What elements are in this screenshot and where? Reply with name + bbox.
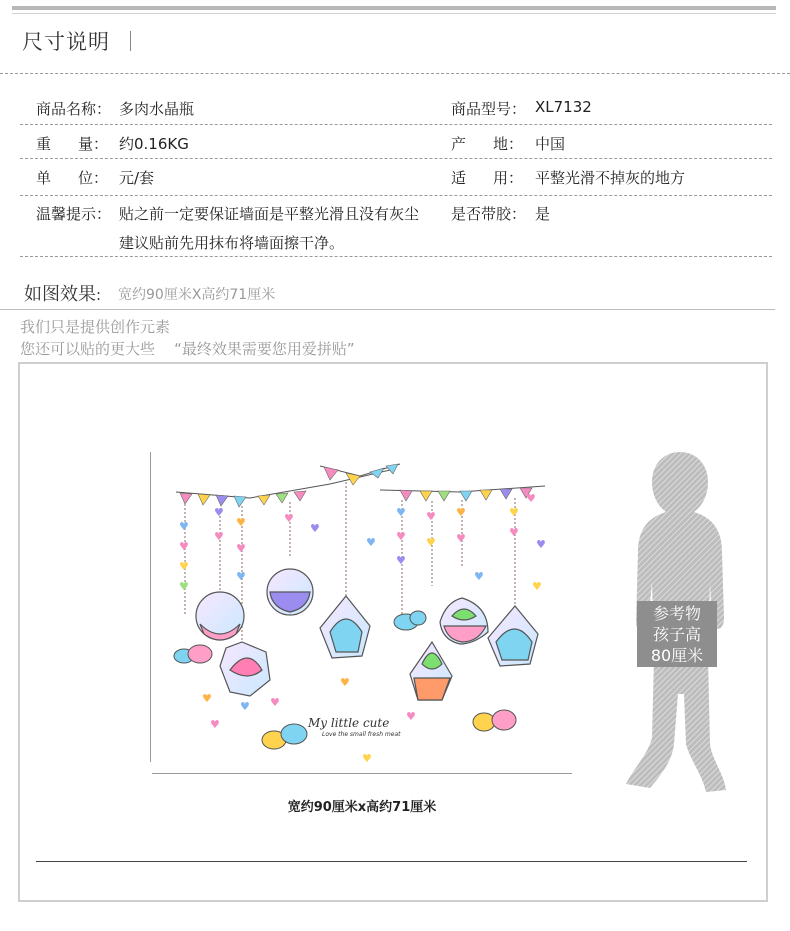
name-value: 多肉水晶瓶 — [119, 100, 195, 118]
svg-text:♥: ♥ — [236, 542, 246, 555]
height-guide-line — [150, 452, 151, 762]
reference-label-box — [637, 601, 717, 667]
svg-text:♥: ♥ — [202, 692, 212, 705]
svg-text:♥: ♥ — [214, 530, 224, 543]
svg-text:♥: ♥ — [179, 520, 189, 533]
svg-text:♥: ♥ — [214, 506, 224, 519]
note-line-1: 我们只是提供创作元素 — [20, 318, 171, 336]
size-caption: 宽约90厘米x高约71厘米 — [287, 800, 437, 815]
tip-label: 温馨提示： — [36, 205, 112, 223]
svg-text:♥: ♥ — [179, 580, 189, 593]
reference-line-3: 80厘米 — [650, 646, 704, 665]
spec-row-tip — [20, 203, 772, 251]
svg-text:♥: ♥ — [509, 526, 519, 539]
origin-label: 产 地： — [451, 135, 523, 153]
width-guide-line — [152, 773, 572, 774]
effect-subtitle: 宽约90厘米X高约71厘米 — [118, 287, 276, 303]
note-line-2: 您还可以贴的更大些 “最终效果需要您用爱拼贴” — [20, 340, 355, 358]
row-divider — [20, 195, 772, 196]
svg-text:♥: ♥ — [240, 700, 250, 713]
glue-value: 是 — [535, 205, 551, 223]
apply-value: 平整光滑不掉灰的地方 — [535, 169, 686, 187]
model-label: 商品型号： — [451, 100, 527, 118]
title-separator — [130, 31, 131, 51]
svg-text:♥: ♥ — [179, 540, 189, 553]
artwork-title: My little cute — [308, 716, 390, 730]
unit-label: 单 位： — [36, 169, 108, 187]
reference-line-2: 孩子高 — [652, 625, 701, 644]
apply-label: 适 用： — [451, 169, 523, 187]
bottom-divider — [36, 861, 747, 862]
svg-text:♥: ♥ — [396, 506, 406, 519]
artwork-subtitle: Love the small fresh meat — [322, 731, 401, 738]
top-divider — [12, 6, 776, 14]
name-label: 商品名称： — [36, 100, 112, 118]
svg-text:♥: ♥ — [210, 718, 220, 731]
row-divider — [20, 124, 772, 125]
svg-text:♥: ♥ — [532, 580, 542, 593]
glass-terrarium-icon — [196, 569, 538, 700]
svg-text:♥: ♥ — [474, 570, 484, 583]
row-divider — [20, 256, 772, 257]
svg-text:♥: ♥ — [456, 506, 466, 519]
svg-text:♥: ♥ — [236, 516, 246, 529]
svg-text:♥: ♥ — [426, 536, 436, 549]
svg-text:♥: ♥ — [366, 536, 376, 549]
svg-text:♥: ♥ — [406, 710, 416, 723]
origin-value: 中国 — [535, 135, 566, 153]
svg-text:♥: ♥ — [396, 554, 406, 567]
svg-text:♥: ♥ — [236, 570, 246, 583]
terrarium-sticker-artwork — [170, 456, 560, 768]
weight-label: 重 量： — [36, 135, 108, 153]
glue-label: 是否带胶： — [451, 205, 527, 223]
title-divider — [0, 73, 790, 74]
svg-text:♥: ♥ — [526, 492, 536, 505]
row-divider — [20, 158, 772, 159]
svg-text:♥: ♥ — [536, 538, 546, 551]
section-title: 尺寸说明 — [22, 30, 110, 54]
svg-text:♥: ♥ — [340, 676, 350, 689]
effect-divider — [0, 309, 775, 310]
svg-text:♥: ♥ — [509, 506, 519, 519]
tip-line-1: 贴之前一定要保证墙面是平整光滑且没有灰尘 — [119, 205, 420, 223]
svg-text:♥: ♥ — [310, 522, 320, 535]
svg-text:♥: ♥ — [362, 752, 372, 765]
tip-line-2: 建议贴前先用抹布将墙面擦干净。 — [119, 234, 345, 252]
svg-text:♥: ♥ — [456, 532, 466, 545]
bunting-flags-icon — [180, 464, 532, 507]
reference-line-1: 参考物 — [652, 604, 701, 623]
effect-title: 如图效果: — [24, 284, 102, 305]
svg-text:♥: ♥ — [270, 696, 280, 709]
svg-text:♥: ♥ — [396, 530, 406, 543]
svg-text:♥: ♥ — [284, 512, 294, 525]
model-value: XL7132 — [535, 98, 592, 116]
unit-value: 元/套 — [119, 169, 155, 187]
svg-text:♥: ♥ — [179, 560, 189, 573]
weight-value: 约0.16KG — [119, 135, 189, 153]
svg-text:♥: ♥ — [426, 510, 436, 523]
